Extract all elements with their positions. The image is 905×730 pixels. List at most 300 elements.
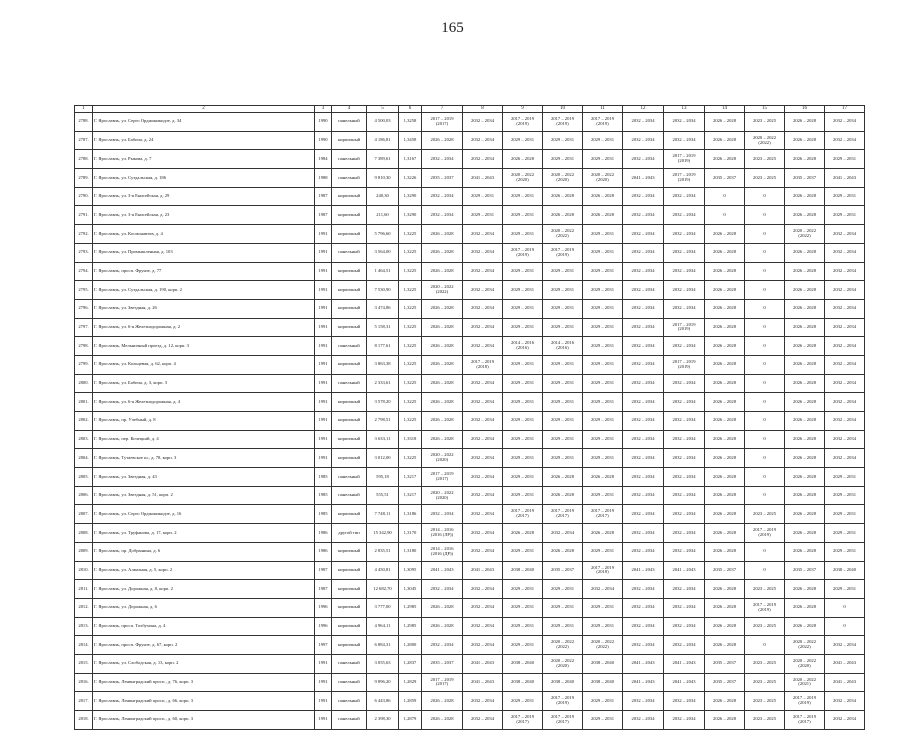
table-cell: 1990 — [315, 131, 332, 150]
table-cell: 2796. — [75, 299, 93, 318]
table-cell: 2029 – 2031 — [503, 318, 543, 337]
table-cell: 2029 – 2031 — [503, 486, 543, 505]
table-cell: 2 333,61 — [367, 374, 399, 393]
table-cell: 2026 – 2028 — [705, 355, 745, 374]
table-cell: 2026 – 2028 — [705, 580, 745, 599]
table-cell: 2032 – 2034 — [623, 355, 664, 374]
table-cell: 2026 – 2028 — [785, 449, 825, 468]
table-cell: 2817. — [75, 692, 93, 711]
table-cell: 2032 – 2034 — [825, 711, 865, 730]
table-cell: 2805. — [75, 468, 93, 487]
table-cell: 2032 – 2034 — [664, 636, 705, 655]
table-cell: 2029 – 2031 — [825, 150, 865, 169]
table-cell: 2032 – 2034 — [422, 150, 463, 169]
column-header: 12 — [623, 106, 664, 113]
address-cell: Г. Ярославль, ул. Слободская, д. 13, корп. 2 — [93, 654, 315, 673]
address-cell: Г. Ярославль, ул. 3-я Енисейская, д. 29 — [93, 187, 315, 206]
table-cell: 2029 – 2031 — [543, 374, 583, 393]
table-cell: 2032 – 2034 — [664, 580, 705, 599]
address-cell: Г. Ярославль, ул. Труфанова, д. 17, корп. 2 — [93, 524, 315, 543]
table-cell: 2017 – 2019 (2018) — [583, 561, 623, 580]
table-cell: 1,3225 — [399, 355, 422, 374]
table-cell: 2017 – 2019 (2019) — [664, 169, 705, 188]
table-cell: 1,3225 — [399, 412, 422, 431]
table-cell: 2017 – 2019 (2018) — [463, 355, 503, 374]
table-cell: 4 964,11 — [367, 617, 399, 636]
table-cell: 2026 – 2028 — [785, 281, 825, 300]
table-cell: 2017 – 2019 (2019) — [745, 524, 785, 543]
table-cell: 2041 – 2043 — [623, 673, 664, 692]
address-cell: Г. Ярославль, просп. Фрунзе, д. 67, корп. 2 — [93, 636, 315, 655]
table-cell: 2032 – 2034 — [825, 692, 865, 711]
table-cell: кирпичный — [332, 580, 367, 599]
column-header: 11 — [583, 106, 623, 113]
table-cell: 2029 – 2031 — [825, 468, 865, 487]
table-cell: 2032 – 2034 — [623, 505, 664, 524]
table-cell: 2026 – 2028 — [422, 374, 463, 393]
table-cell: 2017 – 2019 (2017) — [543, 711, 583, 730]
table-cell: 2032 – 2034 — [664, 206, 705, 225]
table-cell: 2041 – 2043 — [825, 169, 865, 188]
table-cell: 2794. — [75, 262, 93, 281]
table-cell: 2017 – 2019 (2019) — [543, 243, 583, 262]
table-row — [75, 430, 865, 449]
table-cell: 2023 – 2025 — [745, 580, 785, 599]
table-cell: кирпичный — [332, 393, 367, 412]
table-cell: 2032 – 2034 — [664, 337, 705, 356]
table-row — [75, 580, 865, 599]
table-cell: 2026 – 2028 — [785, 505, 825, 524]
table-cell: 2014 – 2016 (2016) — [543, 337, 583, 356]
table-cell: 2020 – 2022 (2022) — [785, 636, 825, 655]
table-row — [75, 505, 865, 524]
table-cell: 2032 – 2034 — [664, 542, 705, 561]
table-cell: 2026 – 2028 — [785, 374, 825, 393]
table-cell: 0 — [745, 486, 785, 505]
table-cell: 2017 – 2019 (2019) — [543, 692, 583, 711]
table-cell: 1991 — [315, 654, 332, 673]
table-cell: 2026 – 2028 — [785, 206, 825, 225]
table-cell: 2029 – 2031 — [543, 617, 583, 636]
table-cell: 2026 – 2028 — [422, 299, 463, 318]
table-cell: 0 — [745, 393, 785, 412]
table-cell: 2029 – 2031 — [583, 299, 623, 318]
table-cell: 2029 – 2031 — [503, 412, 543, 431]
table-cell: 1987 — [315, 561, 332, 580]
table-cell: 2017 – 2019 (2019) — [543, 113, 583, 132]
table-cell: 2032 – 2034 — [543, 524, 583, 543]
address-cell: Г. Ярославль, ул. Космонавтов, д. 4 — [93, 225, 315, 244]
table-cell: 2035 – 2037 — [785, 169, 825, 188]
table-row — [75, 636, 865, 655]
table-cell: 0 — [705, 187, 745, 206]
table-cell: 2026 – 2028 — [705, 711, 745, 730]
table-cell: 2032 – 2034 — [623, 542, 664, 561]
table-cell: 2026 – 2028 — [705, 468, 745, 487]
table-cell: 1996 — [315, 598, 332, 617]
table-cell: 2020 – 2022 (2020) — [543, 169, 583, 188]
table-cell: 2029 – 2031 — [543, 262, 583, 281]
table-cell: 1991 — [315, 355, 332, 374]
address-cell: Г. Ярославль, ул. Дорожная, д. 8, корп. 2 — [93, 580, 315, 599]
table-row — [75, 225, 865, 244]
address-cell: Г. Ярославль, Ленинградский просп., д. 76, корп. 3 — [93, 673, 315, 692]
table-cell: 2029 – 2031 — [583, 430, 623, 449]
table-cell: кирпичный — [332, 131, 367, 150]
table-cell: кирпичный — [332, 225, 367, 244]
table-cell: 0 — [745, 262, 785, 281]
table-cell: 2026 – 2028 — [785, 430, 825, 449]
table-cell: 1,3180 — [399, 542, 422, 561]
table-cell: 2032 – 2034 — [825, 412, 865, 431]
table-row — [75, 337, 865, 356]
table-cell: другой тип — [332, 524, 367, 543]
table-cell: 2026 – 2028 — [705, 374, 745, 393]
table-cell: 1,3225 — [399, 449, 422, 468]
table-cell: 2813. — [75, 617, 93, 636]
table-cell: 2017 – 2019 (2017) — [422, 113, 463, 132]
address-cell: Г. Ярославль, ул. Промышленная, д. 103 — [93, 243, 315, 262]
table-cell: 2026 – 2028 — [705, 262, 745, 281]
table-cell: 2026 – 2028 — [543, 542, 583, 561]
table-cell: 2798. — [75, 337, 93, 356]
address-cell: Г. Ярославль, пр. Добрынина, д. 6 — [93, 542, 315, 561]
table-cell: кирпичный — [332, 412, 367, 431]
table-cell: 2032 – 2034 — [623, 580, 664, 599]
table-cell: 2029 – 2031 — [825, 505, 865, 524]
table-cell: 2035 – 2037 — [705, 169, 745, 188]
table-cell: 0 — [745, 468, 785, 487]
table-cell: 1,3167 — [399, 150, 422, 169]
table-cell: 2029 – 2031 — [463, 187, 503, 206]
table-cell: 2026 – 2028 — [583, 468, 623, 487]
table-cell: 2795. — [75, 281, 93, 300]
table-cell: 2023 – 2025 — [745, 692, 785, 711]
table-cell: 2029 – 2031 — [503, 374, 543, 393]
table-cell: 1991 — [315, 337, 332, 356]
table-cell: 1991 — [315, 243, 332, 262]
table-cell: 2026 – 2028 — [422, 225, 463, 244]
table-cell: 2026 – 2028 — [705, 598, 745, 617]
address-cell: Г. Ярославль, Ленинградский просп., д. 66, корп. 3 — [93, 692, 315, 711]
table-cell: 7 389,61 — [367, 150, 399, 169]
table-cell: 2026 – 2028 — [705, 486, 745, 505]
table-cell: 2032 – 2034 — [463, 131, 503, 150]
table-cell: 2807. — [75, 505, 93, 524]
table-cell: кирпичный — [332, 505, 367, 524]
table-cell: 2032 – 2034 — [825, 299, 865, 318]
table-cell: 2806. — [75, 486, 93, 505]
table-cell: 2029 – 2031 — [503, 393, 543, 412]
table-cell: 2032 – 2034 — [664, 598, 705, 617]
table-cell: 2023 – 2025 — [745, 113, 785, 132]
table-row — [75, 524, 865, 543]
table-cell: 2032 – 2034 — [664, 299, 705, 318]
table-cell: 0 — [745, 430, 785, 449]
table-cell: 12 682,70 — [367, 580, 399, 599]
table-cell: панельный — [332, 468, 367, 487]
table-cell: 2026 – 2028 — [785, 617, 825, 636]
table-row — [75, 598, 865, 617]
table-cell: 1991 — [315, 393, 332, 412]
table-cell: 2032 – 2034 — [463, 281, 503, 300]
table-cell: 2032 – 2034 — [664, 113, 705, 132]
table-cell: 1991 — [315, 299, 332, 318]
table-cell: 2792. — [75, 225, 93, 244]
address-cell: Г. Ярославль, ул. Алмазная, д. 5, корп. 2 — [93, 561, 315, 580]
table-cell: 2032 – 2034 — [664, 711, 705, 730]
table-cell: 2029 – 2031 — [503, 580, 543, 599]
table-cell: 0 — [745, 318, 785, 337]
table-cell: 2029 – 2031 — [825, 206, 865, 225]
table-cell: 0 — [745, 374, 785, 393]
table-cell: 0 — [825, 617, 865, 636]
address-cell: Г. Ярославль, ул. Звездная, д. 51, корп. 2 — [93, 486, 315, 505]
table-cell: 2 835,51 — [367, 542, 399, 561]
table-cell: 1987 — [315, 206, 332, 225]
table-cell: 2026 – 2028 — [705, 692, 745, 711]
table-cell: 1991 — [315, 412, 332, 431]
column-header: 13 — [664, 106, 705, 113]
table-cell: 2029 – 2031 — [543, 430, 583, 449]
table-cell: 2017 – 2019 (2019) — [503, 113, 543, 132]
table-cell: 2808. — [75, 524, 93, 543]
table-cell: 3 055,63 — [367, 654, 399, 673]
table-cell: 2032 – 2034 — [825, 449, 865, 468]
table-cell: 1,3290 — [399, 187, 422, 206]
table-cell: 2032 – 2034 — [463, 393, 503, 412]
table-cell: кирпичный — [332, 262, 367, 281]
table-cell: 2038 – 2040 — [583, 654, 623, 673]
table-cell: панельный — [332, 486, 367, 505]
table-cell: 2029 – 2031 — [583, 355, 623, 374]
table-cell: 2026 – 2028 — [422, 617, 463, 636]
table-cell: кирпичный — [332, 281, 367, 300]
table-cell: 2038 – 2040 — [503, 561, 543, 580]
table-cell: 2029 – 2031 — [503, 262, 543, 281]
table-cell: 4 186,81 — [367, 131, 399, 150]
table-cell: кирпичный — [332, 299, 367, 318]
table-cell: 2029 – 2031 — [825, 580, 865, 599]
table-cell: 1,2837 — [399, 654, 422, 673]
table-cell: 0 — [745, 561, 785, 580]
table-cell: 2029 – 2031 — [583, 542, 623, 561]
table-cell: 2032 – 2034 — [623, 524, 664, 543]
table-cell: 1991 — [315, 430, 332, 449]
table-cell: 2032 – 2034 — [623, 598, 664, 617]
table-cell: 2041 – 2043 — [422, 561, 463, 580]
column-header: 3 — [315, 106, 332, 113]
table-cell: 2035 – 2037 — [422, 169, 463, 188]
table-cell: 3 474,86 — [367, 299, 399, 318]
table-cell: 1,3186 — [399, 505, 422, 524]
table-cell: 3 564,00 — [367, 243, 399, 262]
table-cell: 2026 – 2028 — [422, 337, 463, 356]
table-cell: 2026 – 2028 — [422, 598, 463, 617]
table-cell: 2032 – 2034 — [463, 318, 503, 337]
table-row — [75, 281, 865, 300]
table-cell: панельный — [332, 673, 367, 692]
table-cell: 2020 – 2022 (2020) — [422, 449, 463, 468]
table-row — [75, 131, 865, 150]
table-cell: 2032 – 2034 — [463, 430, 503, 449]
table-cell: 3 633,11 — [367, 430, 399, 449]
table-cell: 2032 – 2034 — [664, 617, 705, 636]
table-cell: 2026 – 2028 — [583, 524, 623, 543]
table-cell: 2029 – 2031 — [583, 262, 623, 281]
table-cell: 7 530,90 — [367, 281, 399, 300]
table-cell: 2029 – 2031 — [543, 299, 583, 318]
table-cell: 2032 – 2034 — [825, 262, 865, 281]
table-cell: 2014 – 2016 (2016 (ЛР)) — [422, 524, 463, 543]
table-cell: 2026 – 2028 — [705, 337, 745, 356]
table-cell: 2017 – 2019 (2019) — [664, 318, 705, 337]
table-cell: 2032 – 2034 — [664, 486, 705, 505]
table-cell: 2810. — [75, 561, 93, 580]
table-cell: 2038 – 2040 — [503, 673, 543, 692]
table-cell: 2818. — [75, 711, 93, 730]
table-cell: 2032 – 2034 — [583, 580, 623, 599]
address-cell: Г. Ярославль, ул. Рыкова, д. 7 — [93, 150, 315, 169]
table-cell: кирпичный — [332, 187, 367, 206]
address-cell: Г. Ярославль, ул. Звездная, д. 43 — [93, 468, 315, 487]
table-cell: 2032 – 2034 — [664, 692, 705, 711]
table-cell: 2023 – 2025 — [745, 654, 785, 673]
table-cell: 2797. — [75, 318, 93, 337]
table-cell: 2029 – 2031 — [583, 374, 623, 393]
table-cell: 2026 – 2028 — [785, 468, 825, 487]
table-cell: 2032 – 2034 — [623, 337, 664, 356]
table-cell: 2029 – 2031 — [583, 243, 623, 262]
table-cell: 1991 — [315, 449, 332, 468]
table-cell: 2029 – 2031 — [503, 692, 543, 711]
table-cell: 2026 – 2028 — [705, 393, 745, 412]
table-cell: 1,3458 — [399, 131, 422, 150]
table-cell: 2026 – 2028 — [785, 262, 825, 281]
table-cell: 1,3225 — [399, 225, 422, 244]
table-cell: 2026 – 2028 — [422, 430, 463, 449]
table-cell: 1,3225 — [399, 337, 422, 356]
table-cell: 2035 – 2037 — [705, 561, 745, 580]
table-cell: 1,3258 — [399, 113, 422, 132]
table-cell: 2014 – 2016 (2016 (ДР)) — [422, 542, 463, 561]
address-cell: Г. Ярославль, просп. Фрунзе, д. 77 — [93, 262, 315, 281]
table-cell: 2032 – 2034 — [623, 412, 664, 431]
table-row — [75, 711, 865, 730]
table-cell: 2032 – 2034 — [463, 243, 503, 262]
column-header: 8 — [463, 106, 503, 113]
table-cell: 2035 – 2037 — [705, 654, 745, 673]
table-cell: 2032 – 2034 — [463, 580, 503, 599]
table-cell: 2032 – 2034 — [825, 337, 865, 356]
table-cell: 240,30 — [367, 187, 399, 206]
table-cell: 2814. — [75, 636, 93, 655]
table-cell: 2035 – 2037 — [543, 561, 583, 580]
table-cell: 2029 – 2031 — [825, 187, 865, 206]
column-header: 17 — [825, 106, 865, 113]
table-row — [75, 299, 865, 318]
table-cell: 1,3225 — [399, 262, 422, 281]
table-cell: кирпичный — [332, 542, 367, 561]
table-cell: 2032 – 2034 — [463, 711, 503, 730]
table-cell: 2032 – 2034 — [664, 281, 705, 300]
table-cell: 2 798,51 — [367, 412, 399, 431]
table-cell: 2032 – 2034 — [664, 131, 705, 150]
table-cell: 2029 – 2031 — [503, 225, 543, 244]
table-cell: 1986 — [315, 524, 332, 543]
table-cell: 2809. — [75, 542, 93, 561]
table-cell: 2026 – 2028 — [785, 486, 825, 505]
table-cell: 1985 — [315, 468, 332, 487]
table-cell: панельный — [332, 337, 367, 356]
table-cell: 2026 – 2028 — [503, 150, 543, 169]
table-row — [75, 486, 865, 505]
table-cell: 2026 – 2028 — [705, 299, 745, 318]
table-cell: 2026 – 2028 — [422, 711, 463, 730]
table-cell: 6 443,86 — [367, 692, 399, 711]
table-cell: 1996 — [315, 617, 332, 636]
table-cell: 211,60 — [367, 206, 399, 225]
table-cell: панельный — [332, 113, 367, 132]
table-cell: 2032 – 2034 — [825, 355, 865, 374]
table-cell: 555,51 — [367, 486, 399, 505]
table-cell: 2041 – 2043 — [664, 561, 705, 580]
table-cell: 2032 – 2034 — [623, 711, 664, 730]
address-cell: Г. Ярославль, ул. Дорожная, д. 6 — [93, 598, 315, 617]
table-cell: 2020 – 2022 (2020) — [503, 169, 543, 188]
table-cell: кирпичный — [332, 430, 367, 449]
table-cell: 2041 – 2043 — [623, 561, 664, 580]
table-cell: 2032 – 2034 — [623, 318, 664, 337]
table-row — [75, 262, 865, 281]
table-cell: 2801. — [75, 393, 93, 412]
table-cell: 2029 – 2031 — [583, 412, 623, 431]
table-cell: 2032 – 2034 — [463, 524, 503, 543]
table-cell: 2041 – 2043 — [664, 673, 705, 692]
table-cell: 2032 – 2034 — [463, 598, 503, 617]
table-cell: 2017 – 2019 (2019) — [664, 355, 705, 374]
table-cell: 1,3217 — [399, 486, 422, 505]
table-cell: 2032 – 2034 — [463, 113, 503, 132]
table-cell: 2790. — [75, 187, 93, 206]
table-cell: 1984 — [315, 150, 332, 169]
table-cell: 2035 – 2037 — [705, 673, 745, 692]
table-cell: панельный — [332, 243, 367, 262]
table-cell: 1,2829 — [399, 673, 422, 692]
table-cell: 2029 – 2031 — [543, 281, 583, 300]
table-cell: 2038 – 2040 — [543, 673, 583, 692]
table-cell: 2032 – 2034 — [664, 243, 705, 262]
table-row — [75, 617, 865, 636]
table-cell: 0 — [745, 337, 785, 356]
table-cell: 2032 – 2034 — [623, 430, 664, 449]
table-cell: 2032 – 2034 — [463, 542, 503, 561]
table-cell: 2026 – 2028 — [705, 430, 745, 449]
table-row — [75, 187, 865, 206]
table-cell: 2014 – 2016 (2016) — [503, 337, 543, 356]
table-cell: 0 — [745, 636, 785, 655]
table-cell: 2032 – 2034 — [664, 187, 705, 206]
table-cell: 1,3225 — [399, 243, 422, 262]
table-cell: 2032 – 2034 — [463, 374, 503, 393]
table-cell: 2038 – 2040 — [825, 561, 865, 580]
table-cell: 2029 – 2031 — [503, 468, 543, 487]
address-cell: Г. Ярославль, Тутаевское ш., д. 78, корп. 3 — [93, 449, 315, 468]
table-cell: 5 796,60 — [367, 225, 399, 244]
table-cell: 2029 – 2031 — [503, 281, 543, 300]
table-cell: 2032 – 2034 — [825, 374, 865, 393]
table-cell: 0 — [745, 412, 785, 431]
